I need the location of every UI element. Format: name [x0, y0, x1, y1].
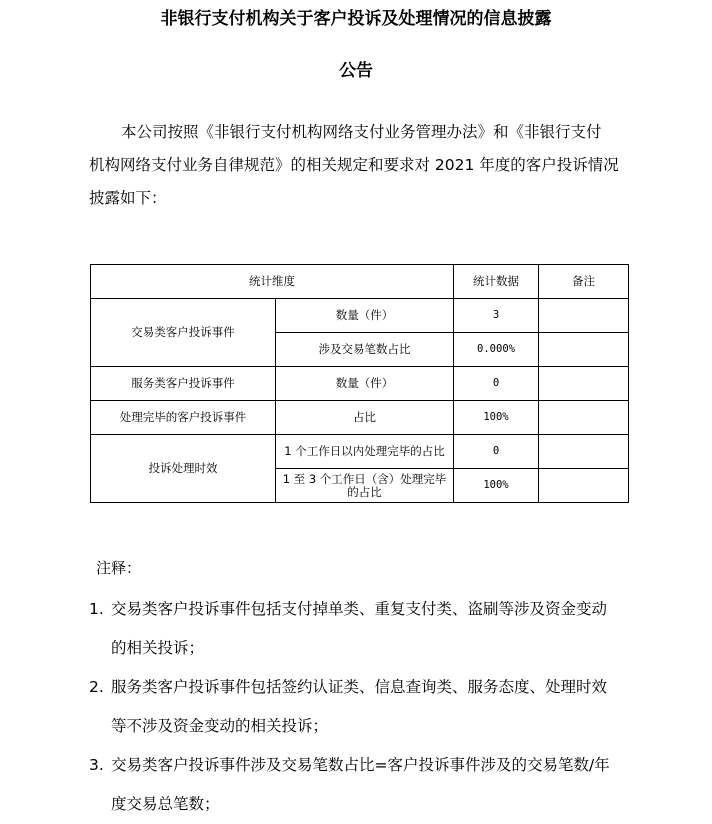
table-row	[91, 401, 629, 435]
note-item	[89, 668, 649, 746]
remark-cell	[539, 435, 629, 469]
notes-list	[89, 590, 649, 824]
intro-line: 本公司按照《非银行支付机构网络支付业务管理办法》和《非银行支付	[121, 123, 602, 141]
table-row	[91, 435, 629, 469]
transaction-ratio-value: 0.000%	[454, 333, 539, 367]
header-dimension: 统计维度	[91, 265, 454, 299]
completed-value: 100%	[454, 401, 539, 435]
service-count-value: 0	[454, 367, 539, 401]
note-item	[89, 590, 649, 668]
remark-cell	[539, 333, 629, 367]
note-number: 2.	[89, 678, 104, 696]
table-row	[91, 367, 629, 401]
remark-cell	[539, 299, 629, 333]
document-title: 非银行支付机构关于客户投诉及处理情况的信息披露	[160, 9, 552, 29]
transaction-count-value: 3	[454, 299, 539, 333]
header-remark: 备注	[539, 265, 629, 299]
note-line: 交易类客户投诉事件涉及交易笔数占比=客户投诉事件涉及的交易笔数/年	[111, 756, 610, 774]
one-to-three-days-value: 100%	[454, 469, 539, 503]
transaction-ratio-label: 涉及交易笔数占比	[276, 333, 454, 367]
note-line: 的相关投诉；	[111, 639, 205, 657]
note-item	[89, 746, 649, 824]
transaction-count-label: 数量（件）	[276, 299, 454, 333]
remark-cell	[539, 401, 629, 435]
within-one-day-value: 0	[454, 435, 539, 469]
note-number: 1.	[89, 600, 104, 618]
notes-heading: 注释：	[96, 559, 142, 577]
note-number: 3.	[89, 756, 104, 774]
table-header-row	[91, 265, 629, 299]
intro-paragraph	[89, 116, 634, 215]
remark-cell	[539, 367, 629, 401]
within-one-day-label: 1 个工作日以内处理完毕的占比	[276, 435, 454, 469]
intro-line: 披露如下：	[89, 189, 167, 207]
note-line: 度交易总笔数；	[111, 795, 220, 813]
remark-cell	[539, 469, 629, 503]
service-count-label: 数量（件）	[276, 367, 454, 401]
completed-label: 占比	[276, 401, 454, 435]
table-row	[91, 299, 629, 333]
intro-line: 机构网络支付业务自律规范》的相关规定和要求对 2021 年度的客户投诉情况	[89, 156, 619, 174]
header-data: 统计数据	[454, 265, 539, 299]
note-line: 等不涉及资金变动的相关投诉；	[111, 717, 329, 735]
one-to-three-days-label: 1 至 3 个工作日（含）处理完毕的占比	[276, 469, 454, 503]
transaction-category-cell: 交易类客户投诉事件	[91, 299, 276, 367]
timeliness-category-cell: 投诉处理时效	[91, 435, 276, 503]
complaint-statistics-table	[90, 264, 629, 503]
note-line: 服务类客户投诉事件包括签约认证类、信息查询类、服务态度、处理时效	[111, 678, 608, 696]
completed-category-cell: 处理完毕的客户投诉事件	[91, 401, 276, 435]
service-category-cell: 服务类客户投诉事件	[91, 367, 276, 401]
note-line: 交易类客户投诉事件包括支付掉单类、重复支付类、盗刷等涉及资金变动	[111, 600, 608, 618]
document-title-subtitle: 公告	[339, 61, 373, 81]
